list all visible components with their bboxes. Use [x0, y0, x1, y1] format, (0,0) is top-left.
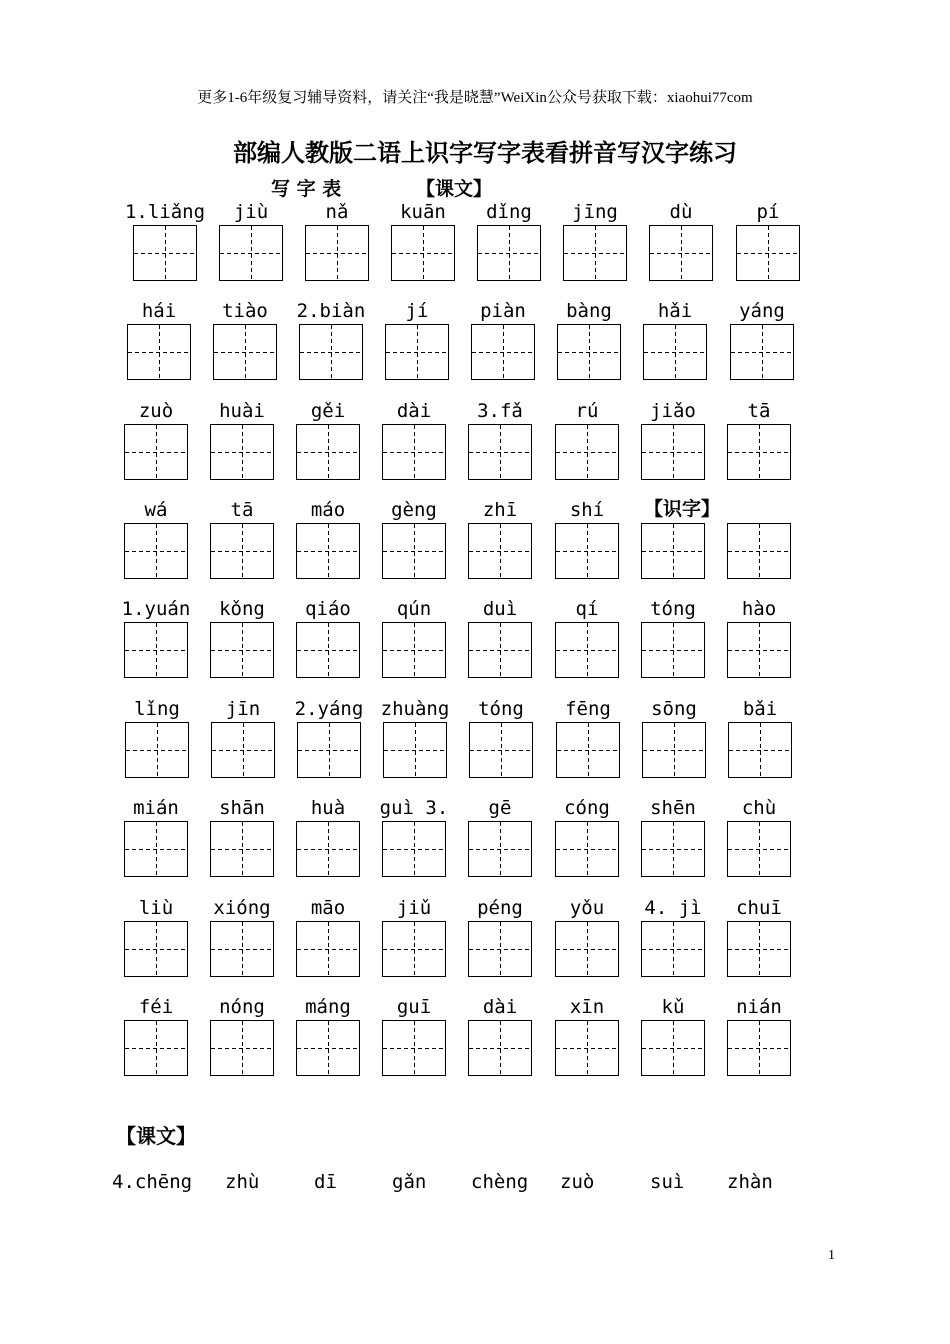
pinyin-label: chuī: [736, 897, 782, 919]
pinyin-label: chù: [741, 797, 777, 819]
writing-box[interactable]: [641, 523, 705, 579]
writing-box[interactable]: [124, 424, 188, 480]
writing-box[interactable]: [563, 225, 627, 281]
pinyin-label: dī: [314, 1171, 337, 1193]
pinyin-label: māo: [310, 897, 346, 919]
section-shizi-label: 【识字】: [644, 498, 721, 520]
writing-box[interactable]: [649, 225, 713, 281]
pinyin-label: dài: [396, 400, 432, 422]
pinyin-label: dài: [482, 996, 518, 1018]
pinyin-label: 1.liǎng: [124, 201, 206, 223]
pinyin-label: hǎi: [657, 300, 693, 322]
writing-box[interactable]: [124, 1020, 188, 1076]
writing-box[interactable]: [219, 225, 283, 281]
writing-box[interactable]: [641, 1020, 705, 1076]
pinyin-label: zhī: [482, 499, 518, 521]
writing-box[interactable]: [127, 324, 191, 380]
pinyin-label: gěi: [310, 400, 346, 422]
page-title: 部编人教版二语上识字写字表看拼音写汉字练习: [233, 139, 737, 167]
writing-box[interactable]: [296, 1020, 360, 1076]
writing-box[interactable]: [210, 921, 274, 977]
pinyin-label: cóng: [564, 797, 610, 819]
pinyin-label: guī: [396, 996, 432, 1018]
writing-box[interactable]: [555, 921, 619, 977]
pinyin-label: zhuàng: [380, 698, 450, 720]
pinyin-label: shí: [569, 499, 605, 521]
pinyin-label: jiù: [233, 201, 269, 223]
pinyin-label: xióng: [213, 897, 271, 919]
pinyin-label: tiào: [222, 300, 268, 322]
pinyin-label: 3.fǎ: [477, 400, 523, 422]
page-number: 1: [828, 1248, 835, 1263]
writing-box[interactable]: [555, 523, 619, 579]
writing-box[interactable]: [296, 622, 360, 678]
pinyin-label: bǎi: [742, 698, 778, 720]
writing-box[interactable]: [642, 722, 706, 778]
pinyin-label: kǒng: [219, 598, 265, 620]
pinyin-label: huài: [219, 400, 265, 422]
pinyin-label: piàn: [480, 300, 526, 322]
writing-box[interactable]: [728, 722, 792, 778]
writing-box[interactable]: [213, 324, 277, 380]
writing-box[interactable]: [641, 921, 705, 977]
writing-box[interactable]: [468, 821, 532, 877]
writing-box[interactable]: [727, 523, 791, 579]
writing-box[interactable]: [210, 1020, 274, 1076]
writing-box[interactable]: [210, 622, 274, 678]
writing-box[interactable]: [296, 821, 360, 877]
pinyin-label: 4. jì: [644, 897, 702, 919]
pinyin-label: qún: [396, 598, 432, 620]
writing-box[interactable]: [124, 821, 188, 877]
section-kewen-bottom-label: 【课文】: [116, 1124, 196, 1148]
writing-box[interactable]: [383, 722, 447, 778]
writing-box[interactable]: [555, 1020, 619, 1076]
pinyin-label: hái: [141, 300, 177, 322]
writing-box[interactable]: [468, 424, 532, 480]
writing-box[interactable]: [296, 921, 360, 977]
pinyin-label: féi: [138, 996, 174, 1018]
writing-box[interactable]: [730, 324, 794, 380]
writing-box[interactable]: [133, 225, 197, 281]
writing-box[interactable]: [641, 622, 705, 678]
pinyin-label: tóng: [650, 598, 696, 620]
writing-box[interactable]: [382, 622, 446, 678]
writing-box[interactable]: [210, 523, 274, 579]
pinyin-label: qí: [575, 598, 599, 620]
pinyin-label: shān: [219, 797, 265, 819]
writing-box[interactable]: [124, 622, 188, 678]
writing-box[interactable]: [727, 821, 791, 877]
writing-box[interactable]: [210, 821, 274, 877]
writing-box[interactable]: [727, 424, 791, 480]
pinyin-label: rú: [575, 400, 599, 422]
writing-box[interactable]: [382, 1020, 446, 1076]
pinyin-label: chèng: [471, 1171, 529, 1193]
pinyin-label: wá: [144, 499, 168, 521]
pinyin-label: jiǎo: [650, 400, 696, 422]
writing-box[interactable]: [385, 324, 449, 380]
pinyin-label: nián: [736, 996, 782, 1018]
pinyin-label: 2.biàn: [296, 300, 366, 322]
pinyin-label: hào: [741, 598, 777, 620]
pinyin-label: zhàn: [727, 1171, 773, 1193]
writing-box[interactable]: [469, 722, 533, 778]
pinyin-label: lǐng: [134, 698, 180, 720]
pinyin-label: yáng: [739, 300, 785, 322]
pinyin-label: jīng: [572, 201, 618, 223]
pinyin-label: 1.yuán: [121, 598, 191, 620]
pinyin-label: máo: [310, 499, 346, 521]
pinyin-label: nǎ: [325, 201, 349, 223]
pinyin-label: zuò: [560, 1171, 595, 1193]
writing-box[interactable]: [382, 821, 446, 877]
writing-box[interactable]: [468, 523, 532, 579]
pinyin-label: péng: [477, 897, 523, 919]
pinyin-label: 4.chēng: [112, 1171, 193, 1193]
writing-box[interactable]: [124, 523, 188, 579]
writing-box[interactable]: [382, 921, 446, 977]
pinyin-label: bàng: [566, 300, 612, 322]
section-table-name: 写 字 表: [271, 178, 342, 200]
writing-box[interactable]: [555, 424, 619, 480]
writing-box[interactable]: [471, 324, 535, 380]
pinyin-label: jiǔ: [396, 897, 432, 919]
writing-box[interactable]: [297, 722, 361, 778]
pinyin-label: gē: [488, 797, 512, 819]
pinyin-label: shēn: [650, 797, 696, 819]
pinyin-label: huà: [310, 797, 346, 819]
pinyin-label: dù: [669, 201, 693, 223]
header-note: 更多1-6年级复习辅导资料，请关注“我是晓慧”WeiXin公众号获取下载：xiaohui77com: [197, 90, 753, 106]
writing-box[interactable]: [468, 921, 532, 977]
writing-box[interactable]: [296, 523, 360, 579]
pinyin-label: kuān: [400, 201, 446, 223]
pinyin-label: sōng: [651, 698, 697, 720]
writing-box[interactable]: [477, 225, 541, 281]
writing-box[interactable]: [382, 424, 446, 480]
pinyin-label: liù: [138, 897, 174, 919]
pinyin-label: jīn: [225, 698, 261, 720]
writing-box[interactable]: [557, 324, 621, 380]
pinyin-label: qiáo: [305, 598, 351, 620]
writing-box[interactable]: [727, 622, 791, 678]
writing-box[interactable]: [299, 324, 363, 380]
pinyin-label: máng: [305, 996, 351, 1018]
pinyin-label: 2.yáng: [294, 698, 364, 720]
writing-box[interactable]: [124, 921, 188, 977]
writing-box[interactable]: [468, 622, 532, 678]
writing-box[interactable]: [555, 622, 619, 678]
writing-box[interactable]: [736, 225, 800, 281]
pinyin-label: tóng: [478, 698, 524, 720]
pinyin-label: gǎn: [392, 1171, 427, 1193]
pinyin-label: fēng: [565, 698, 611, 720]
writing-box[interactable]: [643, 324, 707, 380]
pinyin-label: xīn: [569, 996, 605, 1018]
pinyin-label: yǒu: [569, 897, 605, 919]
pinyin-label: zuò: [138, 400, 174, 422]
pinyin-label: zhù: [225, 1171, 260, 1193]
writing-box[interactable]: [555, 821, 619, 877]
writing-box[interactable]: [727, 921, 791, 977]
writing-box[interactable]: [305, 225, 369, 281]
pinyin-label: tā: [747, 400, 771, 422]
writing-box[interactable]: [641, 424, 705, 480]
writing-box[interactable]: [468, 1020, 532, 1076]
section-kewen-label: 【课文】: [416, 178, 493, 200]
pinyin-label: suì: [650, 1171, 685, 1193]
pinyin-label: jí: [405, 300, 429, 322]
pinyin-label: mián: [133, 797, 179, 819]
writing-box[interactable]: [382, 523, 446, 579]
writing-box[interactable]: [296, 424, 360, 480]
pinyin-label: kǔ: [661, 996, 685, 1018]
writing-box[interactable]: [727, 1020, 791, 1076]
writing-box[interactable]: [641, 821, 705, 877]
pinyin-label: dǐng: [486, 201, 532, 223]
writing-box[interactable]: [210, 424, 274, 480]
pinyin-label: gèng: [391, 499, 437, 521]
pinyin-label: pí: [756, 201, 780, 223]
writing-box[interactable]: [211, 722, 275, 778]
pinyin-label: duì: [482, 598, 518, 620]
pinyin-label: guì 3.: [379, 797, 449, 819]
pinyin-label: tā: [230, 499, 254, 521]
writing-box[interactable]: [125, 722, 189, 778]
writing-box[interactable]: [556, 722, 620, 778]
writing-box[interactable]: [391, 225, 455, 281]
pinyin-label: nóng: [219, 996, 265, 1018]
